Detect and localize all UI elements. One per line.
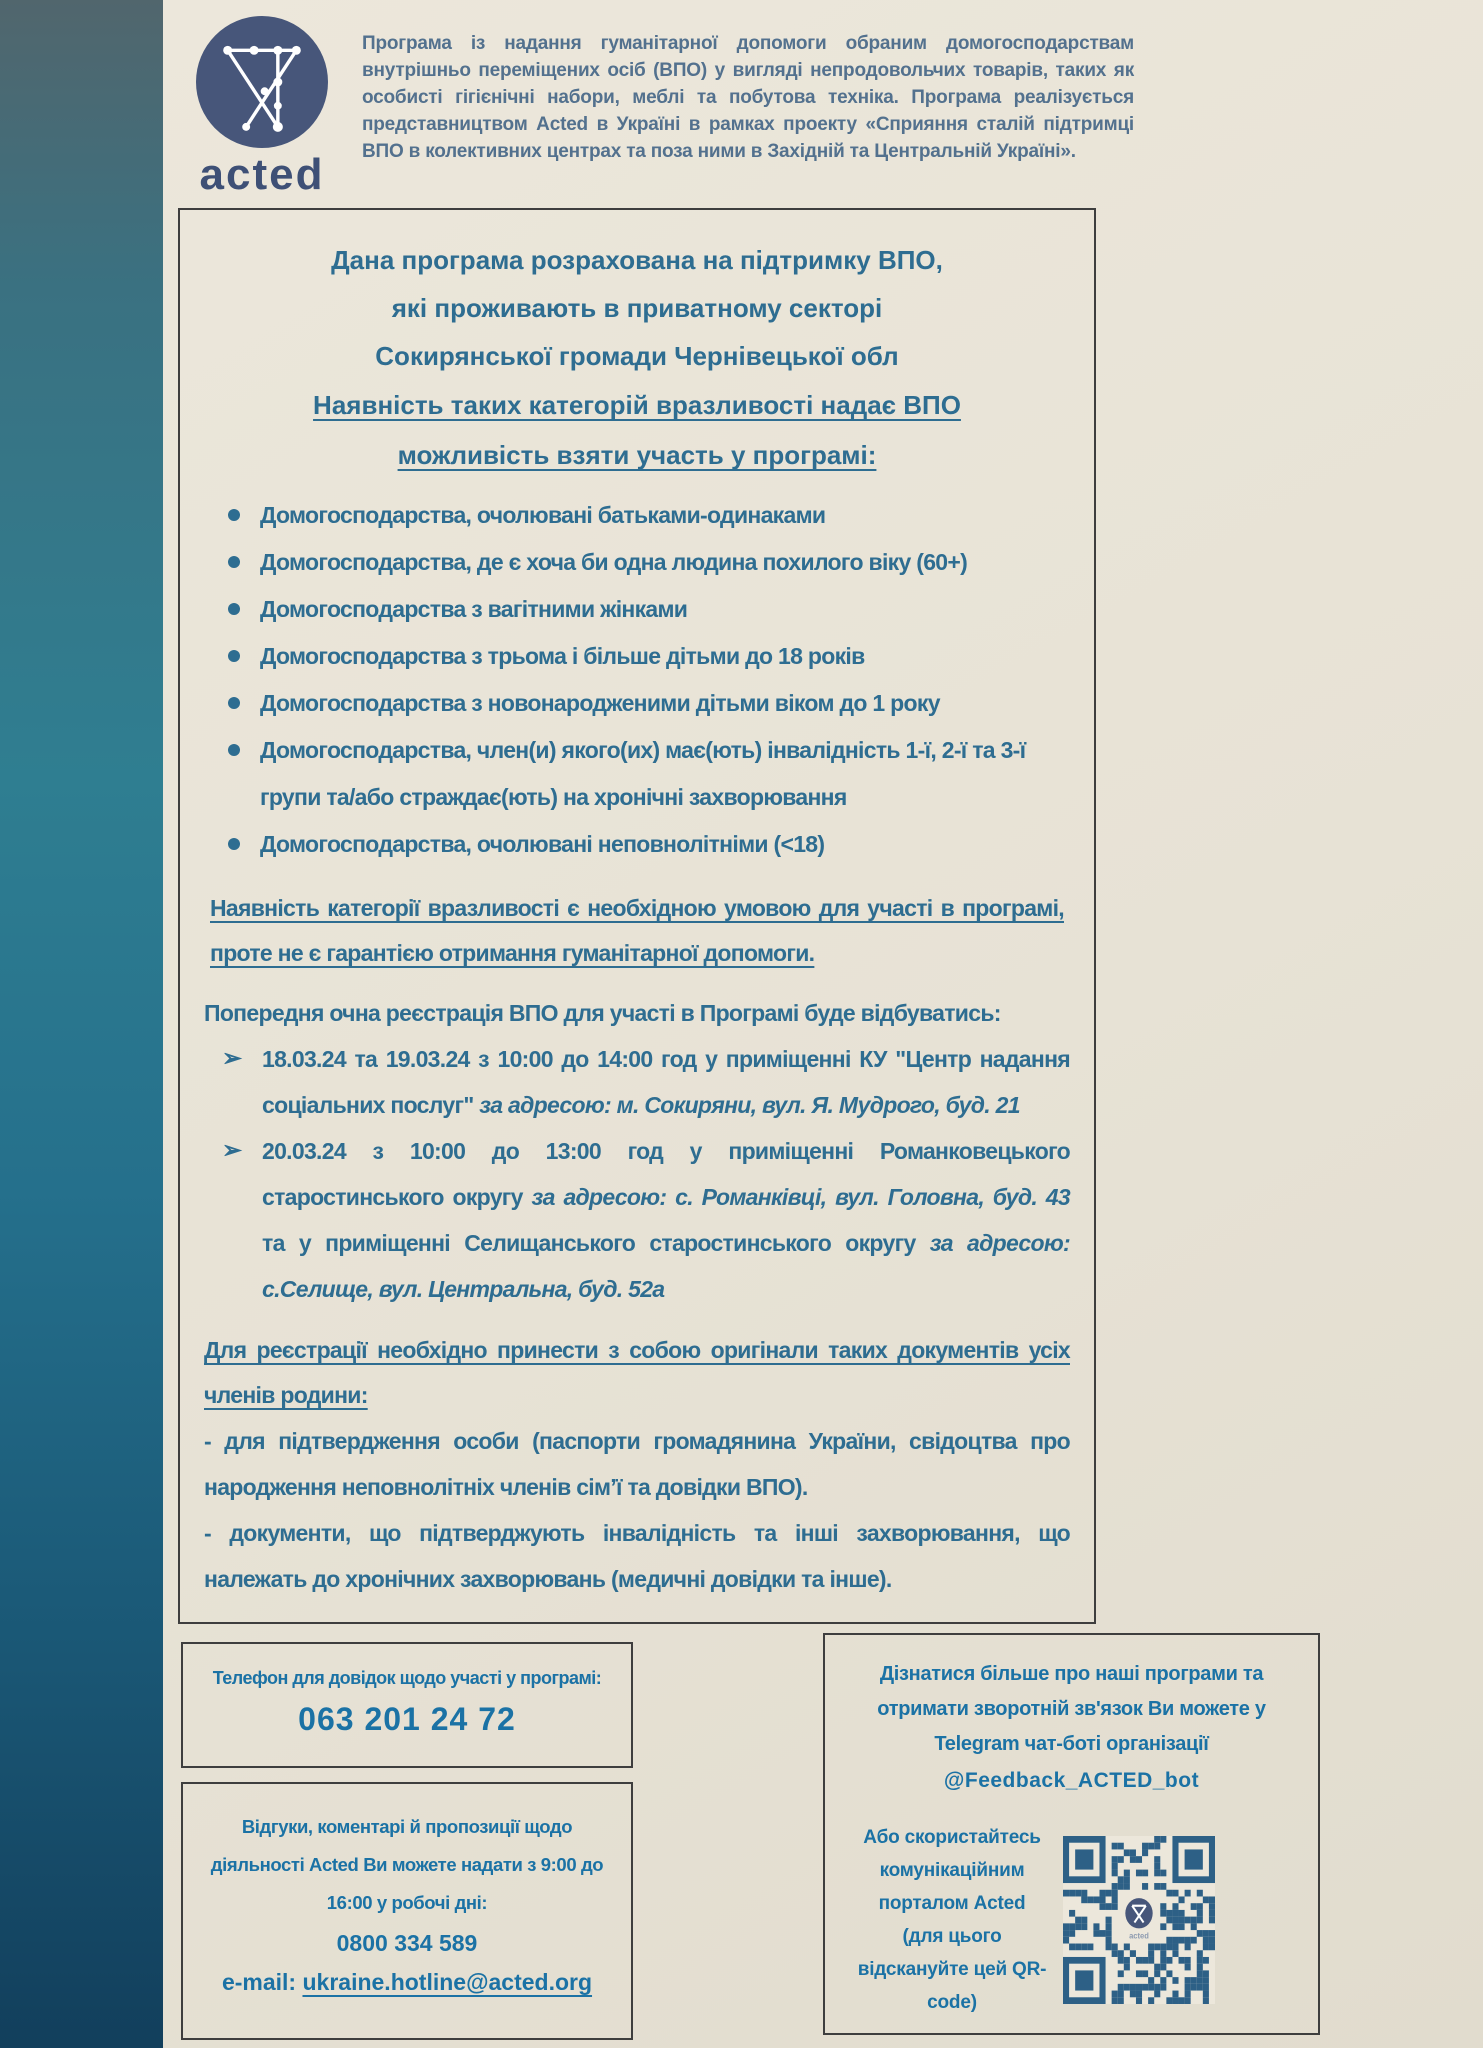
qr-caption: Або скористайтесь комунікаційним порталом Acted (для цього відскануйте цей QR-code) xyxy=(857,1827,1047,2013)
session-address: за адресою: с. Романківці, вул. Головна, буд. 43 xyxy=(531,1184,1070,1210)
session-text: 20.03.24 з 10:00 до 13:00 год у приміщенні Романковецького старостинського округу xyxy=(262,1138,1070,1210)
hotline-box xyxy=(181,1642,633,1768)
backdrop-strip xyxy=(0,0,163,2048)
qr-row xyxy=(851,1821,1292,2019)
acted-wordmark: acted xyxy=(199,150,325,199)
arrow-icon: ➢ xyxy=(222,1137,242,1164)
feedback-email-line xyxy=(203,1969,611,1996)
registration-intro: Попередня очна реєстрація ВПО для участі в Програмі буде відбуватись: xyxy=(204,1000,1001,1026)
telegram-box xyxy=(823,1633,1320,2035)
vulnerability-item: Домогосподарства, де є хоча би одна людина похилого віку (60+) xyxy=(204,539,1070,586)
documents-item: - документи, що підтверджують інвалідність та інші захворювання, що належать до хронічних захворювань (медичні довідки та інше). xyxy=(204,1520,1070,1592)
email-prefix: e-mail: xyxy=(221,1969,303,1995)
email-link[interactable]: ukraine.hotline@acted.org xyxy=(302,1969,593,1995)
qr-acted-label: acted xyxy=(1129,1931,1149,1941)
feedback-phone: 0800 334 589 xyxy=(336,1930,478,1956)
documents-item: - для підтвердження особи (паспорти громадянина України, свідоцтва про народження неповнолітніх членів сім’ї та довідки ВПО). xyxy=(204,1428,1070,1500)
hotline-number: 063 201 24 72 xyxy=(298,1701,516,1737)
program-title-line: які проживають в приватному секторі xyxy=(391,293,883,323)
program-intro-text: Програма із надання гуманітарної допомоги обраним домогосподарствам внутрішньо переміщених осіб (ВПО) у вигляді непродовольчих товарів, таких як особисті гігієнічні набори, меблі та побутова техніка. Програма реалізується представництвом Acted в Україні в рамках проекту «Сприяння сталій підтримці ВПО в колективних центрах та поза ними в Західній та Центральній Україні». xyxy=(362,33,1134,162)
session-address: за адресою: с.Селище, вул. Центральна, буд. 52а xyxy=(262,1230,1070,1302)
vulnerability-item: Домогосподарства з вагітними жінками xyxy=(204,586,1070,633)
documents-heading: Для реєстрації необхідно принести з собою оригінали таких документів усіх членів родини: xyxy=(204,1337,1070,1408)
eligibility-heading-line: можливість взяти участь у програмі: xyxy=(397,440,877,470)
session-address: за адресою: м. Сокиряни, вул. Я. Мудрого, буд. 21 xyxy=(479,1092,1020,1118)
acted-logo-icon xyxy=(196,16,328,148)
program-title-line: Сокирянської громади Чернівецької обл xyxy=(375,341,899,371)
session-text: та у приміщенні Селищанського старостинського округу xyxy=(262,1230,930,1256)
vulnerability-item: Домогосподарства, очолювані батьками-одинаками xyxy=(204,492,1070,539)
program-title-line: Дана програма розрахована на підтримку ВПО, xyxy=(331,245,943,275)
arrow-icon: ➢ xyxy=(222,1045,242,1072)
session-text: 18.03.24 та 19.03.24 з 10:00 до 14:00 год у приміщенні КУ "Центр надання соціальних послуг" xyxy=(262,1046,1070,1118)
qr-code xyxy=(1063,1836,1215,2004)
eligibility-heading-line: Наявність таких категорій вразливості надає ВПО xyxy=(313,390,961,420)
vulnerability-item: Домогосподарства, член(и) якого(их) має(ють) інвалідність 1-ї, 2-ї та 3-ї групи та/або страждає(ють) на хронічні захворювання xyxy=(204,727,1070,821)
qr-acted-logo-icon xyxy=(1125,1898,1152,1928)
program-details-box xyxy=(178,208,1096,1624)
vulnerability-category-list xyxy=(204,492,1070,868)
feedback-box xyxy=(181,1782,633,2040)
telegram-bot-handle: @Feedback_ACTED_bot xyxy=(943,1769,1200,1792)
eligibility-note: Наявність категорії вразливості є необхідною умовою для участі в програмі, проте не є гарантією отримання гуманітарної допомоги. xyxy=(210,895,1064,966)
hotline-label: Телефон для довідок щодо участі у програмі: xyxy=(212,1668,602,1688)
registration-session xyxy=(204,1036,1070,1128)
registration-session xyxy=(204,1128,1070,1312)
telegram-text: Дізнатися більше про наші програми та отримати зворотній зв'язок Ви можете у Telegram чат-боті організації xyxy=(877,1663,1266,1755)
vulnerability-item: Домогосподарства з новонародженими дітьми віком до 1 року xyxy=(204,680,1070,727)
vulnerability-item: Домогосподарства з трьома і більше дітьми до 18 років xyxy=(204,633,1070,680)
vulnerability-item: Домогосподарства, очолювані неповнолітніми (<18) xyxy=(204,821,1070,868)
feedback-text: Відгуки, коментарі й пропозиції щодо діяльності Acted Ви можете надати з 9:00 до 16:00 у робочі дні: xyxy=(210,1816,604,1913)
